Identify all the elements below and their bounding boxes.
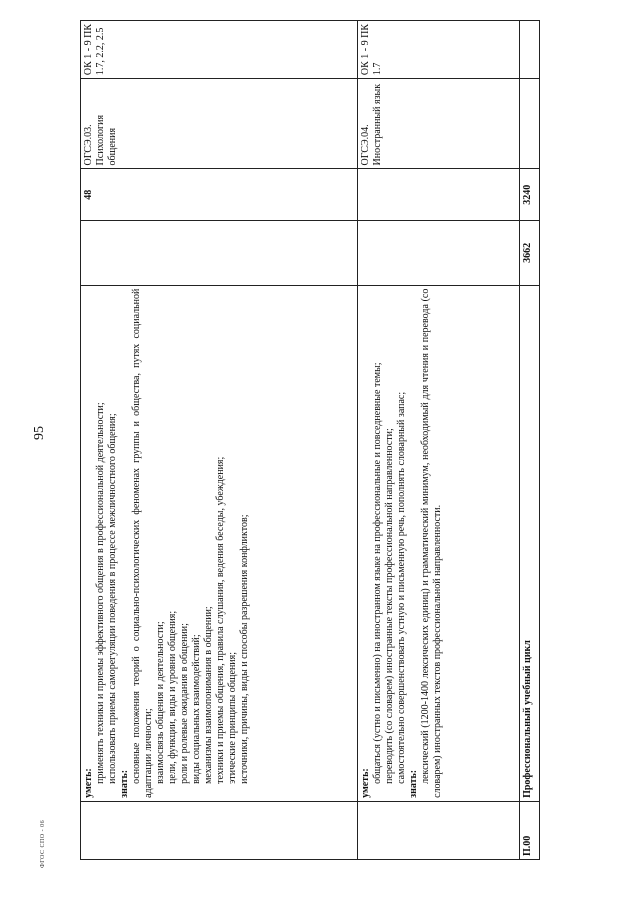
knowledge-heading: знать: <box>408 769 420 798</box>
discipline-cell: ОГСЭ.03. Психология общения <box>81 79 358 169</box>
summary-index-cell: П.00 <box>520 801 540 859</box>
footer-code: ФГОС СПО - 06 <box>40 819 46 868</box>
knowledge-item: механизмы взаимопонимания в общении; <box>203 606 214 784</box>
requirements-cell <box>81 285 358 801</box>
discipline-cell: ОГСЭ.04. Иностранный язык <box>358 79 520 169</box>
table-row <box>358 21 520 860</box>
skill-item: самостоятельно совершенствовать устную и письменную речь, пополнять словарный запас; <box>396 391 408 784</box>
summary-hours-cell: 3240 <box>520 169 540 221</box>
summary-title-cell: Профессиональный учебный цикл <box>520 285 540 801</box>
table-row-summary <box>520 21 540 860</box>
knowledge-item: роли и ролевые ожидания в общении; <box>179 623 190 784</box>
knowledge-item: источники, причины, виды и способы разрешения конфликтов; <box>239 514 250 784</box>
requirements-cell <box>358 285 520 801</box>
skill-item: переводить (со словарем) иностранные тексты профессиональной направленности; <box>384 428 396 784</box>
hours-cell <box>358 169 520 221</box>
hours-cell: 48 <box>81 169 358 221</box>
skills-heading: уметь: <box>83 768 94 798</box>
max-load-cell <box>358 221 520 286</box>
skill-item: применять техники и приемы эффективного общения в профессиональной деятельности; <box>95 402 106 784</box>
skill-item: общаться (устно и письменно) на иностранном языке на профессиональные и повседневные темы; <box>372 362 384 784</box>
knowledge-item: взаимосвязь общения и деятельности; <box>155 621 166 784</box>
index-cell <box>358 801 520 859</box>
summary-discipline-cell <box>520 79 540 169</box>
skills-heading: уметь: <box>360 768 372 798</box>
curriculum-table <box>80 20 540 860</box>
curriculum-table-sheet <box>80 20 540 860</box>
competencies-cell: ОК 1 - 9 ПК 1.7 <box>358 21 520 79</box>
summary-max-load-cell: 3662 <box>520 221 540 286</box>
table-row <box>81 21 358 860</box>
knowledge-item: этические принципы общения; <box>227 651 238 784</box>
summary-competencies-cell <box>520 21 540 79</box>
knowledge-heading: знать: <box>119 769 130 798</box>
knowledge-item: техники и приемы общения, правила слушания, ведения беседы, убеждения; <box>215 456 226 784</box>
page-number: 95 <box>32 426 47 440</box>
max-load-cell <box>81 221 358 286</box>
knowledge-item: лексический (1200-1400 лексических единиц) и грамматический минимум, необходимый для чтения и перевода (со словарем) иностранных текстов профессиональной направленности. <box>420 288 444 798</box>
index-cell <box>81 801 358 859</box>
knowledge-item: основные положения теорий о социально-психологических феноменах группы и общества, путях социальной адаптации личности; <box>131 288 154 798</box>
knowledge-item: виды социальных взаимодействий; <box>191 634 202 784</box>
knowledge-item: цели, функции, виды и уровни общения; <box>167 610 178 784</box>
skill-item: использовать приемы саморегуляции поведения в процессе межличностного общения; <box>107 413 118 784</box>
competencies-cell: ОК 1 - 9 ПК 1.7, 2.2, 2.5 <box>81 21 358 79</box>
